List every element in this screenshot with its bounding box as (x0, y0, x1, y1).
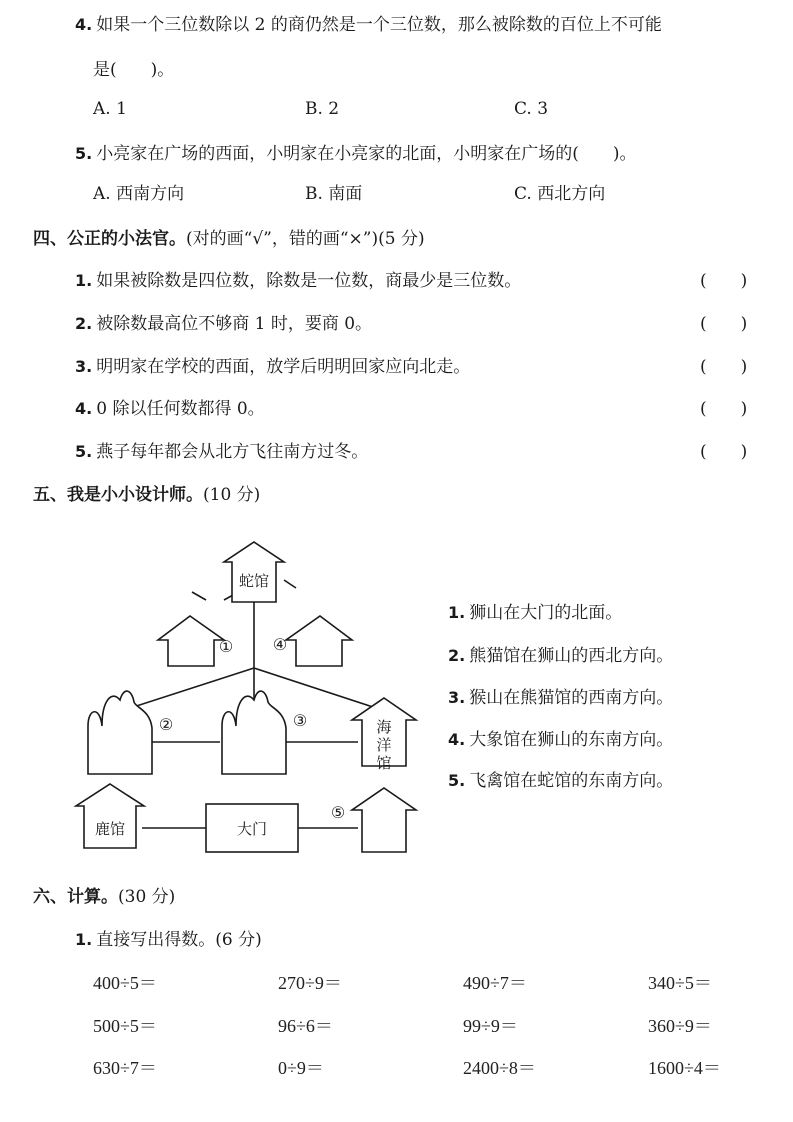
calc-item[interactable]: 360÷9＝ (648, 1016, 712, 1036)
section-6-heading (33, 889, 175, 906)
question-number: 4. (75, 15, 93, 34)
item-number: 4. (75, 399, 93, 418)
judge-item (75, 444, 368, 461)
path-line (124, 668, 254, 710)
marker-1: ① (218, 637, 234, 656)
question-number: 5. (75, 144, 93, 163)
calc-item[interactable]: 99÷9＝ (463, 1016, 518, 1036)
subquestion-1 (75, 932, 262, 949)
answer-blank[interactable]: ( ) (700, 271, 748, 291)
answer-blank[interactable]: ( ) (700, 357, 748, 377)
question-5 (75, 146, 636, 163)
deer-hall-shape (76, 784, 144, 848)
calc-item[interactable]: 270÷9＝ (278, 973, 342, 993)
marker-4: ④ (272, 635, 288, 654)
section-title: 四、公正的小法官。 (33, 229, 186, 249)
snake-house-label: 蛇馆 (238, 572, 270, 590)
clue-number: 1. (448, 603, 466, 622)
clue-item (448, 605, 622, 622)
answer-blank[interactable]: ( ) (700, 314, 748, 334)
mountain-middle-shape (222, 691, 286, 774)
marker-2: ② (158, 715, 174, 734)
question-text: 小亮家在广场的西面，小明家在小亮家的北面，小明家在广场的( )。 (96, 144, 637, 164)
item-text: 如果被除数是四位数，除数是一位数，商最少是三位数。 (96, 271, 522, 291)
clue-text: 熊猫馆在狮山的西北方向。 (469, 646, 674, 666)
question-4-line2: 是( )。 (93, 60, 175, 80)
answer-blank[interactable]: ( ) (700, 399, 748, 419)
judge-item (75, 401, 265, 418)
calc-item[interactable]: 490÷7＝ (463, 973, 527, 993)
clue-number: 4. (448, 730, 466, 749)
clue-text: 大象馆在狮山的东南方向。 (469, 730, 674, 750)
ocean-hall-label-3: 馆 (376, 754, 392, 772)
clue-item (448, 773, 673, 790)
option-c: C. 3 (514, 99, 549, 119)
section-5-heading (33, 487, 260, 504)
ocean-hall-label-1: 海 (376, 718, 392, 736)
clue-number: 2. (448, 646, 466, 665)
gate-label: 大门 (236, 820, 268, 838)
item-text: 被除数最高位不够商 1 时，要商 0。 (96, 314, 373, 334)
subquestion-number: 1. (75, 930, 93, 949)
path-line (192, 592, 206, 600)
section-4-heading (33, 231, 425, 248)
answer-blank[interactable]: ( ) (700, 442, 748, 462)
item-number: 2. (75, 314, 93, 333)
calc-item[interactable]: 2400÷8＝ (463, 1058, 536, 1078)
path-line (284, 580, 296, 588)
clue-number: 3. (448, 688, 466, 707)
clue-item (448, 690, 673, 707)
calc-item[interactable]: 400÷5＝ (93, 973, 157, 993)
path-line (254, 668, 382, 710)
calc-item[interactable]: 500÷5＝ (93, 1016, 157, 1036)
section-title: 六、计算。 (33, 887, 118, 907)
calc-item[interactable]: 96÷6＝ (278, 1016, 333, 1036)
deer-hall-label: 鹿馆 (94, 820, 126, 838)
zoo-map-diagram (70, 530, 430, 865)
marker-5: ⑤ (330, 803, 346, 822)
empty-house-bottom-right (352, 788, 416, 852)
item-text: 0 除以任何数都得 0。 (96, 399, 265, 419)
section-title: 五、我是小小设计师。 (33, 485, 203, 505)
option-c: C. 西北方向 (514, 184, 606, 204)
option-a: A. 西南方向 (93, 184, 185, 204)
section-note: (对的画“√”，错的画“×”)(5 分) (186, 229, 425, 249)
question-4 (75, 17, 662, 34)
section-note: (10 分) (203, 485, 261, 505)
calc-item[interactable]: 630÷7＝ (93, 1058, 157, 1078)
clue-text: 狮山在大门的北面。 (469, 603, 623, 623)
calc-item[interactable]: 340÷5＝ (648, 973, 712, 993)
marker-3: ③ (292, 711, 308, 730)
judge-item (75, 359, 470, 376)
item-number: 5. (75, 442, 93, 461)
question-text: 如果一个三位数除以 2 的商仍然是一个三位数，那么被除数的百位上不可能 (96, 15, 662, 35)
item-text: 明明家在学校的西面，放学后明明回家应向北走。 (96, 357, 471, 377)
judge-item (75, 316, 372, 333)
option-b: B. 南面 (305, 184, 363, 204)
clue-number: 5. (448, 771, 466, 790)
item-text: 燕子每年都会从北方飞往南方过冬。 (96, 442, 369, 462)
calc-item[interactable]: 1600÷4＝ (648, 1058, 721, 1078)
calc-item[interactable]: 0÷9＝ (278, 1058, 324, 1078)
ocean-hall-label-2: 洋 (376, 736, 392, 754)
item-number: 1. (75, 271, 93, 290)
clue-item (448, 648, 673, 665)
clue-text: 猴山在熊猫馆的西南方向。 (469, 688, 674, 708)
option-b: B. 2 (305, 99, 340, 119)
clue-text: 飞禽馆在蛇馆的东南方向。 (469, 771, 674, 791)
option-a: A. 1 (93, 99, 127, 119)
item-number: 3. (75, 357, 93, 376)
empty-house-left (158, 616, 224, 666)
empty-house-right (286, 616, 352, 666)
section-note: (30 分) (118, 887, 176, 907)
clue-item (448, 732, 673, 749)
subquestion-text: 直接写出得数。(6 分) (96, 930, 262, 950)
judge-item (75, 273, 521, 290)
